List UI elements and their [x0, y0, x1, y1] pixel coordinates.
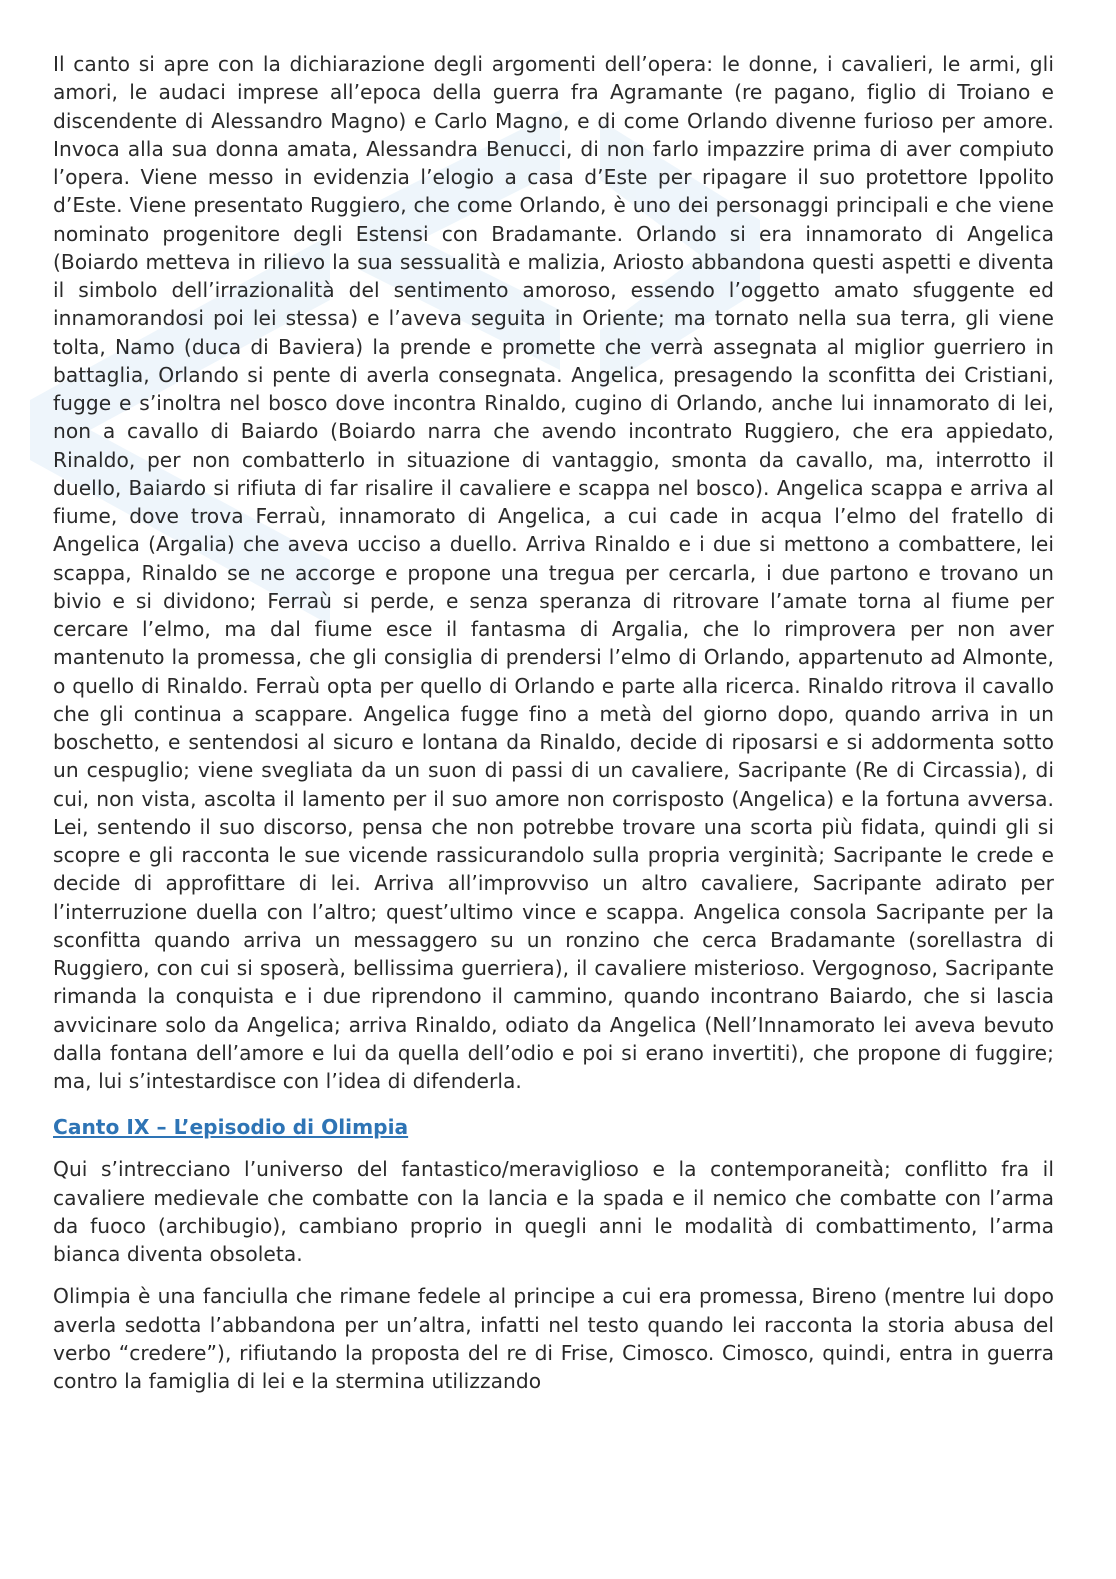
paragraph-canto-ix-intro: Qui s’intrecciano l’universo del fantastico/meraviglioso e la contemporaneità; conflitto fra il cavaliere medievale che combatte con la lancia e la spada e il nemico che combatte con l’arma da fuoco (archibugio), cambiano proprio in quegli anni le modalità di combattimento, l’arma bianca diventa obsoleta.	[53, 1157, 1054, 1266]
document-page	[53, 50, 1054, 1395]
heading-link-canto-ix[interactable]: Canto IX – L’episodio di Olimpia	[53, 1115, 409, 1140]
paragraph-olimpia: Olimpia è una fanciulla che rimane fedele al principe a cui era promessa, Bireno (mentre lui dopo averla sedotta l’abbandona per un’altra, infatti nel testo quando lei racconta la storia abusa del verbo “credere”), rifiutando la proposta del re di Frise, Cimosco. Cimosco, quindi, entra in guerra contro la famiglia di lei e la stermina utilizzando	[53, 1284, 1054, 1393]
paragraph-canto-i-summary: Il canto si apre con la dichiarazione degli argomenti dell’opera: le donne, i cavalieri, le armi, gli amori, le audaci imprese all’epoca della guerra fra Agramante (re pagano, figlio di Troiano e discendente di Alessandro Magno) e Carlo Magno, e di come Orlando divenne furioso per amore. Invoca alla sua donna amata, Alessandra Benucci, di non farlo impazzire prima di aver compiuto l’opera. Viene messo in evidenzia l’elogio a casa d’Este per ripagare il suo protettore Ippolito d’Este. Viene presentato Ruggiero, che come Orlando, è uno dei personaggi principali e che viene nominato progenitore degli Estensi con Bradamante. Orlando si era innamorato di Angelica (Boiardo metteva in rilievo la sua sessualità e malizia, Ariosto abbandona questi aspetti e diventa il simbolo dell’irrazionalità del sentimento amoroso, essendo l’oggetto amato sfuggente ed innamorandosi poi lei stessa) e l’aveva seguita in Oriente; ma tornato nella sua terra, gli viene tolta, Namo (duca di Baviera) la prende e promette che verrà assegnata al miglior guerriero in battaglia, Orlando si pente di averla consegnata. Angelica, presagendo la sconfitta dei Cristiani, fugge e s’inoltra nel bosco dove incontra Rinaldo, cugino di Orlando, anche lui innamorato di lei, non a cavallo di Baiardo (Boiardo narra che avendo incontrato Ruggiero, che era appiedato, Rinaldo, per non combatterlo in situazione di vantaggio, smonta da cavallo, ma, interrotto il duello, Baiardo si rifiuta di far risalire il cavaliere e scappa nel bosco). Angelica scappa e arriva al fiume, dove trova Ferraù, innamorato di Angelica, a cui cade in acqua l’elmo del fratello di Angelica (Argalia) che aveva ucciso a duello. Arriva Rinaldo e i due si mettono a combattere, lei scappa, Rinaldo se ne accorge e propone una tregua per cercarla, i due partono e trovano un bivio e si dividono; Ferraù si perde, e senza speranza di ritrovare l’amate torna al fiume per cercare l’elmo, ma dal fiume esce il fantasma di Argalia, che lo rimprovera per non aver mantenuto la promessa, che gli consiglia di prendersi l’elmo di Orlando, appartenuto ad Almonte, o quello di Rinaldo. Ferraù opta per quello di Orlando e parte alla ricerca. Rinaldo ritrova il cavallo che gli continua a scappare. Angelica fugge fino a metà del giorno dopo, quando arriva in un boschetto, e sentendosi al sicuro e lontana da Rinaldo, decide di riposarsi e si addormenta sotto un cespuglio; viene svegliata da un suon di passi di un cavaliere, Sacripante (Re di Circassia), di cui, non vista, ascolta il lamento per il suo amore non corrisposto (Angelica) e la fortuna avversa. Lei, sentendo il suo discorso, pensa che non potrebbe trovare una scorta più fidata, quindi gli si scopre e gli racconta le sue vicende rassicurandolo sulla propria verginità; Sacripante le crede e decide di approfittare di lei. Arriva all’improvviso un altro cavaliere, Sacripante adirato per l’interruzione duella con l’altro; quest’ultimo vince e scappa. Angelica consola Sacripante per la sconfitta quando arriva un messaggero su un ronzino che cerca Bradamante (sorellastra di Ruggiero, con cui si sposerà, bellissima guerriera), il cavaliere misterioso. Vergognoso, Sacripante rimanda la conquista e i due riprendono il cammino, quando incontrano Baiardo, che si lascia avvicinare solo da Angelica; arriva Rinaldo, odiato da Angelica (Nell’Innamorato lei aveva bevuto dalla fontana dell’amore e lui da quella dell’odio e poi si erano invertiti), che propone di fuggire; ma, lui s’intestardisce con l’idea di difenderla.	[53, 52, 1054, 1093]
section-heading-canto-ix	[53, 1113, 1054, 1141]
